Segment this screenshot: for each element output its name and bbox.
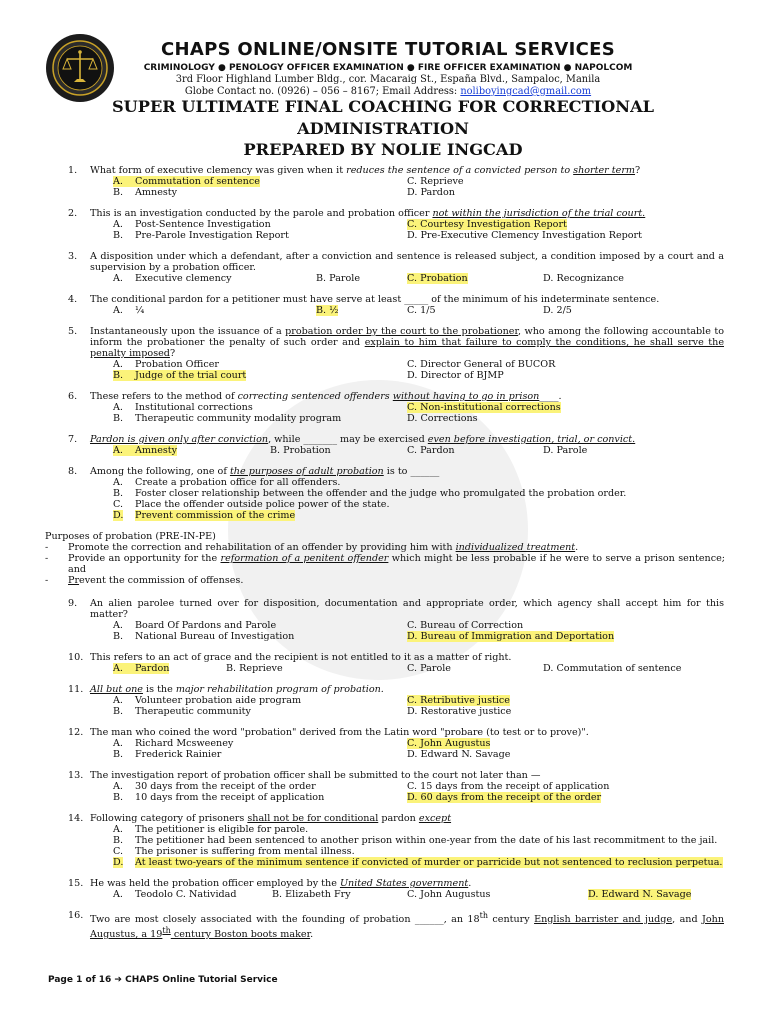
option-letter: D. (113, 510, 124, 521)
option-b (113, 413, 341, 424)
option-text: 60 days from the receipt of the order (420, 792, 602, 803)
option-d (407, 749, 510, 760)
text-part: United States government (339, 878, 469, 889)
option-text: Executive clemency (135, 273, 232, 284)
option-letter: C. (407, 359, 418, 370)
option-d (543, 273, 624, 284)
text-part: All but one (90, 684, 143, 695)
question-4 (0, 294, 768, 316)
option-letter: A. (113, 402, 123, 413)
option-text: 15 days from the receipt of application (420, 781, 610, 792)
text-part: reformation of a penitent offender (220, 553, 389, 564)
text-part: without having to go in prison (392, 391, 540, 402)
text-part: , who among the following accountable to inform the probationer the penalty of such order and (90, 326, 724, 348)
question-number: 12. (68, 727, 84, 738)
option-letter: A. (113, 305, 123, 316)
text-part: not within the jurisdiction of the trial court. (432, 208, 646, 219)
option-letter: B. (316, 273, 327, 284)
question-number: 7. (68, 434, 78, 445)
option-letter: A. (113, 781, 123, 792)
question-text: The investigation report of probation officer shall be submitted to the court not later than — (90, 770, 541, 781)
option-text: Edward N. Savage (601, 889, 692, 900)
option-letter: B. (113, 488, 124, 499)
option-letter: C. (407, 695, 418, 706)
option-letter: C. (407, 219, 418, 230)
question-text (90, 434, 724, 445)
option-letter: D. (407, 370, 418, 381)
option-letter: C. (407, 176, 418, 187)
text-part: pardon (378, 813, 419, 824)
option-text: The petitioner had been sentenced to another prison within one-year from the date of his last recommitment to the jail. (135, 835, 718, 846)
option-c (407, 445, 455, 456)
option-d (407, 706, 511, 717)
text-part: Pr (68, 575, 80, 586)
option-text: Recognizance (556, 273, 624, 284)
option-text: Edward N. Savage (420, 749, 511, 760)
option-a (113, 620, 276, 631)
option-d (407, 792, 601, 803)
option-d (407, 370, 504, 381)
option-letter: C. (407, 738, 418, 749)
option-text: Probation Officer (135, 359, 219, 370)
option-text: Pre-Parole Investigation Report (135, 230, 289, 241)
address: 3rd Floor Highland Lumber Bldg., cor. Macaraig St., España Blvd., Sampaloc, Manila (175, 74, 601, 85)
letterhead (110, 38, 666, 98)
purpose-item: - Promote the correction and rehabilitation of an offender by providing him with individualized treatment. (45, 542, 579, 553)
option-letter: D. (407, 631, 418, 642)
question-text (90, 165, 724, 176)
question-13 (0, 770, 768, 803)
text-part: ? (635, 165, 641, 176)
option-letter: B. (226, 663, 237, 674)
option-d (543, 305, 572, 316)
question-number: 6. (68, 391, 78, 402)
option-text: At least two-years of the minimum sentence if convicted of murder or parricide but not sentenced to reclusion perpetua. (135, 857, 723, 868)
purpose-item: - Provide an opportunity for the reformation of a penitent offender which might be less probable if he were to serve a prison sentence; and (45, 553, 725, 575)
document-title (40, 96, 726, 161)
option-b (272, 889, 351, 900)
text-part: ____. (539, 391, 562, 402)
text-part: , while _______ may be exercised (268, 434, 428, 445)
option-d (407, 631, 614, 642)
option-a (113, 695, 301, 706)
option-letter: D. (407, 749, 418, 760)
option-text: Courtesy Investigation Report (420, 219, 567, 230)
page-number: 1 (76, 975, 83, 985)
footer-text: of (82, 975, 99, 985)
question-text (90, 326, 724, 359)
text-part: . (575, 542, 579, 553)
text-part: Following category of prisoners (90, 813, 248, 824)
option-c (407, 402, 561, 413)
option-letter: A. (113, 273, 123, 284)
option-text: Parole (329, 273, 361, 284)
option-a (113, 824, 725, 835)
option-a (113, 359, 219, 370)
option-text: ¼ (135, 305, 145, 316)
text-part: is to ______ (383, 466, 440, 477)
option-b (113, 187, 177, 198)
text-part: This is an investigation conducted by the parole and probation officer (90, 208, 433, 219)
question-number: 5. (68, 326, 78, 337)
option-c (407, 219, 567, 230)
text-part: Pardon is given only after conviction (90, 434, 269, 445)
option-text: Volunteer probation aide program (135, 695, 302, 706)
option-text: Commutation of sentence (556, 663, 682, 674)
option-a (113, 477, 725, 488)
option-text: Bureau of Immigration and Deportation (420, 631, 615, 642)
option-c (407, 359, 555, 370)
superscript: th (479, 911, 489, 920)
option-letter: B. (113, 792, 124, 803)
text-part: , and (672, 914, 703, 926)
option-text: Place the offender outside police power of the state. (135, 499, 390, 510)
option-letter: D. (543, 273, 554, 284)
question-9 (0, 598, 768, 642)
text-part: These refers to the method of (90, 391, 238, 402)
option-b (113, 706, 251, 717)
text-part: which might be less probable if he were to serve a prison sentence; and (68, 553, 725, 575)
option-b (113, 370, 246, 381)
purposes-of-probation (0, 531, 768, 586)
option-letter: A. (113, 219, 123, 230)
option-b (113, 230, 289, 241)
option-letter: B. (270, 445, 281, 456)
option-a (113, 305, 144, 316)
option-c (407, 305, 436, 316)
option-text: Commutation of sentence (135, 176, 260, 187)
option-letter: C. (407, 889, 418, 900)
text-part: except (418, 813, 452, 824)
option-b (226, 663, 283, 674)
option-letter: C. (407, 663, 418, 674)
question-text (90, 813, 724, 824)
option-text: 1/5 (420, 305, 436, 316)
option-b (113, 792, 324, 803)
option-letter: B. (113, 835, 124, 846)
text-part: Instantaneously upon the issuance of a (90, 326, 286, 337)
superscript: th (162, 926, 171, 936)
option-letter: D. (543, 445, 554, 456)
option-letter: A. (113, 889, 123, 900)
chaps-logo-icon (45, 33, 115, 103)
option-b (316, 273, 360, 284)
question-text (90, 466, 724, 477)
option-d (113, 510, 725, 521)
option-text: Elizabeth Fry (285, 889, 351, 900)
option-letter: C. (407, 445, 418, 456)
text-part: Two are most closely associated with the founding of probation ______, an 18 (90, 914, 480, 926)
question-text: The conditional pardon for a petitioner must have serve at least _____ of the minimum of his indeterminate sentence. (90, 294, 660, 305)
option-d (543, 445, 587, 456)
option-letter: C. (407, 273, 418, 284)
option-text: 30 days from the receipt of the order (135, 781, 316, 792)
option-text: Post-Sentence Investigation (135, 219, 271, 230)
text-part: shorter term (573, 165, 636, 176)
question-text: The man who coined the word "probation" derived from the Latin word "probare (to test or to prove)". (90, 727, 589, 738)
text-part: is the (142, 684, 176, 695)
option-letter: D. (113, 857, 124, 868)
option-text: Frederick Rainier (135, 749, 222, 760)
option-letter: B. (113, 370, 124, 381)
option-letter: B. (113, 749, 124, 760)
option-letter: C. (113, 846, 124, 857)
option-text: Pre-Executive Clemency Investigation Report (420, 230, 642, 241)
option-letter: D. (407, 187, 418, 198)
question-10 (0, 652, 768, 674)
option-text: Probation (283, 445, 331, 456)
option-letter: A. (113, 663, 123, 674)
option-text: Pardon (420, 187, 455, 198)
purpose-item: - Prevent the commission of offenses. (45, 575, 244, 586)
question-number: 15. (68, 878, 84, 889)
option-letter: D. (543, 305, 554, 316)
question-1 (0, 165, 768, 198)
option-letter: D. (407, 792, 418, 803)
text-part: correcting sentenced offenders (237, 391, 393, 402)
question-number: 9. (68, 598, 78, 609)
option-letter: A. (113, 176, 123, 187)
question-text (90, 208, 724, 219)
option-letter: C. (407, 402, 418, 413)
question-15 (0, 878, 768, 900)
option-d (407, 230, 642, 241)
option-text: Richard Mcsweeney (135, 738, 234, 749)
text-part: ? (169, 348, 176, 359)
option-text: Teodolo C. Natividad (135, 889, 237, 900)
option-text: Reprieve (239, 663, 283, 674)
footer-text: Page (48, 975, 77, 985)
question-number: 8. (68, 466, 78, 477)
question-list (0, 165, 768, 950)
option-c (407, 176, 464, 187)
text-part: reduces the sentence of a convicted person to (346, 165, 574, 176)
option-letter: A. (113, 824, 123, 835)
option-letter: A. (113, 695, 123, 706)
option-text: Bureau of Correction (420, 620, 524, 631)
option-letter: D. (588, 889, 599, 900)
question-text: This refers to an act of grace and the recipient is not entitled to it as a matter of right. (90, 652, 512, 663)
question-6 (0, 391, 768, 424)
text-part: probation order by the court to the probationer (285, 326, 519, 337)
contact-prefix: Globe Contact no. (0926) – 056 – 8167; Email Address: (184, 86, 461, 97)
option-text: Therapeutic community (135, 706, 251, 717)
question-number: 11. (68, 684, 84, 695)
question-number: 3. (68, 251, 78, 262)
text-part: major rehabilitation program of probation. (175, 684, 384, 695)
option-a (113, 738, 233, 749)
option-text: Director General of BUCOR (420, 359, 556, 370)
purposes-heading: Purposes of probation (PRE-IN-PE) (45, 531, 216, 542)
option-a (113, 219, 271, 230)
text-part: shall not be for conditional (247, 813, 379, 824)
option-text: Institutional corrections (135, 402, 253, 413)
title-line-3: PREPARED BY NOLIE INGCAD (243, 140, 523, 159)
option-letter: B. (113, 230, 124, 241)
title-line-2: ADMINISTRATION (297, 118, 469, 138)
option-letter: A. (113, 445, 123, 456)
text-part: What form of executive clemency was given when it (90, 165, 347, 176)
question-number: 1. (68, 165, 78, 176)
option-text: Probation (420, 273, 468, 284)
question-11 (0, 684, 768, 717)
option-b (270, 445, 331, 456)
footer-text: ➔ CHAPS Online Tutorial Service (111, 975, 278, 985)
option-c (407, 663, 451, 674)
option-letter: A. (113, 738, 123, 749)
question-14 (0, 813, 768, 868)
text-part: He was held the probation officer employed by the (90, 878, 340, 889)
text-part: century (488, 914, 535, 926)
option-letter: B. (272, 889, 283, 900)
org-title: CHAPS ONLINE/ONSITE TUTORIAL SERVICES (161, 39, 615, 60)
option-d (543, 663, 681, 674)
option-text: Restorative justice (420, 706, 512, 717)
option-letter: D. (543, 663, 554, 674)
option-letter: B. (113, 187, 124, 198)
option-letter: D. (407, 706, 418, 717)
question-number: 2. (68, 208, 78, 219)
option-text: 2/5 (556, 305, 572, 316)
option-a (113, 402, 253, 413)
question-number: 4. (68, 294, 78, 305)
option-text: National Bureau of Investigation (135, 631, 295, 642)
text-part: Among the following, one of (90, 466, 230, 477)
option-c (407, 781, 609, 792)
question-2 (0, 208, 768, 241)
option-c (113, 846, 725, 857)
option-text: ½ (329, 305, 339, 316)
option-text: Pardon (420, 445, 455, 456)
question-5 (0, 326, 768, 381)
option-a (113, 273, 232, 284)
option-a (113, 889, 237, 900)
email-link[interactable]: noliboyingcad@gmail.com (460, 86, 592, 97)
option-letter: C. (407, 620, 418, 631)
option-text: Amnesty (135, 187, 178, 198)
question-number: 14. (68, 813, 84, 824)
question-8 (0, 466, 768, 521)
text-part: individualized treatment (455, 542, 576, 553)
question-16 (0, 910, 768, 940)
option-text: John Augustus (420, 889, 491, 900)
question-number: 10. (68, 652, 84, 663)
page-total: 16 (98, 975, 112, 985)
option-letter: B. (113, 631, 124, 642)
text-part: English barrister and judge (534, 914, 673, 926)
option-text: Create a probation office for all offenders. (135, 477, 341, 488)
option-letter: C. (113, 499, 124, 510)
option-c (407, 620, 523, 631)
option-b (113, 749, 221, 760)
option-d (113, 857, 725, 868)
option-c (407, 273, 468, 284)
text-part: even before investigation, trial, or convict. (427, 434, 636, 445)
question-text (90, 910, 724, 940)
option-b (113, 488, 725, 499)
option-letter: D. (407, 413, 418, 424)
text-part: John Augustus, a 19 (90, 914, 724, 941)
text-part: Provide an opportunity for the (68, 553, 221, 564)
option-letter: B. (113, 706, 124, 717)
question-text (90, 391, 724, 402)
text-part: . (310, 929, 314, 941)
option-a (113, 781, 316, 792)
option-text: The petitioner is eligible for parole. (135, 824, 309, 835)
option-text: Foster closer relationship between the offender and the judge who promulgated the probation order. (135, 488, 627, 499)
option-a (113, 445, 177, 456)
page-footer (48, 975, 278, 985)
option-letter: C. (407, 781, 418, 792)
option-c (113, 499, 725, 510)
text-part: explain to him that failure to comply the conditions, he shall serve the penalty imposed (90, 337, 724, 359)
option-text: The prisoner is suffering from mental illness. (135, 846, 355, 857)
question-3 (0, 251, 768, 284)
option-b (113, 631, 294, 642)
option-letter: C. (407, 305, 418, 316)
option-d (588, 889, 691, 900)
option-text: Director of BJMP (420, 370, 504, 381)
option-text: Amnesty (135, 445, 178, 456)
option-c (407, 738, 490, 749)
option-text: John Augustus (420, 738, 491, 749)
option-a (113, 176, 260, 187)
question-7 (0, 434, 768, 456)
option-d (407, 187, 455, 198)
option-text: Retributive justice (420, 695, 510, 706)
text-part: Promote the correction and rehabilitation of an offender by providing him with (68, 542, 456, 553)
exam-list: CRIMINOLOGY ● PENOLOGY OFFICER EXAMINATION ● FIRE OFFICER EXAMINATION ● NAPOLCOM (143, 63, 633, 73)
option-text: Parole (556, 445, 588, 456)
text-part: event the commission of offenses. (79, 575, 244, 586)
text-part: . (468, 878, 472, 889)
option-text: Non-institutional corrections (420, 402, 561, 413)
option-text: Corrections (420, 413, 478, 424)
question-number: 16. (68, 910, 84, 921)
option-text: Therapeutic community modality program (135, 413, 342, 424)
option-b (316, 305, 338, 316)
option-letter: A. (113, 620, 123, 631)
text-part: century Boston boots maker (170, 929, 311, 941)
question-text: A disposition under which a defendant, after a conviction and sentence is released subject, a condition imposed by a court and a supervision by a probation officer. (90, 251, 724, 273)
option-text: Parole (420, 663, 451, 674)
option-c (407, 695, 510, 706)
option-letter: D. (407, 230, 418, 241)
option-letter: B. (316, 305, 327, 316)
option-text: 10 days from the receipt of application (135, 792, 325, 803)
option-text: Reprieve (420, 176, 464, 187)
option-a (113, 663, 169, 674)
question-number: 13. (68, 770, 84, 781)
option-text: Pardon (135, 663, 170, 674)
option-c (407, 889, 490, 900)
option-letter: A. (113, 477, 123, 488)
question-text (90, 684, 724, 695)
option-text: Judge of the trial court (135, 370, 247, 381)
option-d (407, 413, 478, 424)
question-text: An alien parolee turned over for disposition, documentation and appropriate order, which agency shall accept him for this matter? (90, 598, 724, 620)
question-12 (0, 727, 768, 760)
question-text (90, 878, 724, 889)
option-text: Prevent commission of the crime (135, 510, 296, 521)
option-letter: A. (113, 359, 123, 370)
option-letter: B. (113, 413, 124, 424)
text-part: the purposes of adult probation (229, 466, 384, 477)
title-line-1: SUPER ULTIMATE FINAL COACHING FOR CORRECTIONAL (111, 97, 655, 116)
option-b (113, 835, 725, 846)
option-text: Board Of Pardons and Parole (135, 620, 277, 631)
